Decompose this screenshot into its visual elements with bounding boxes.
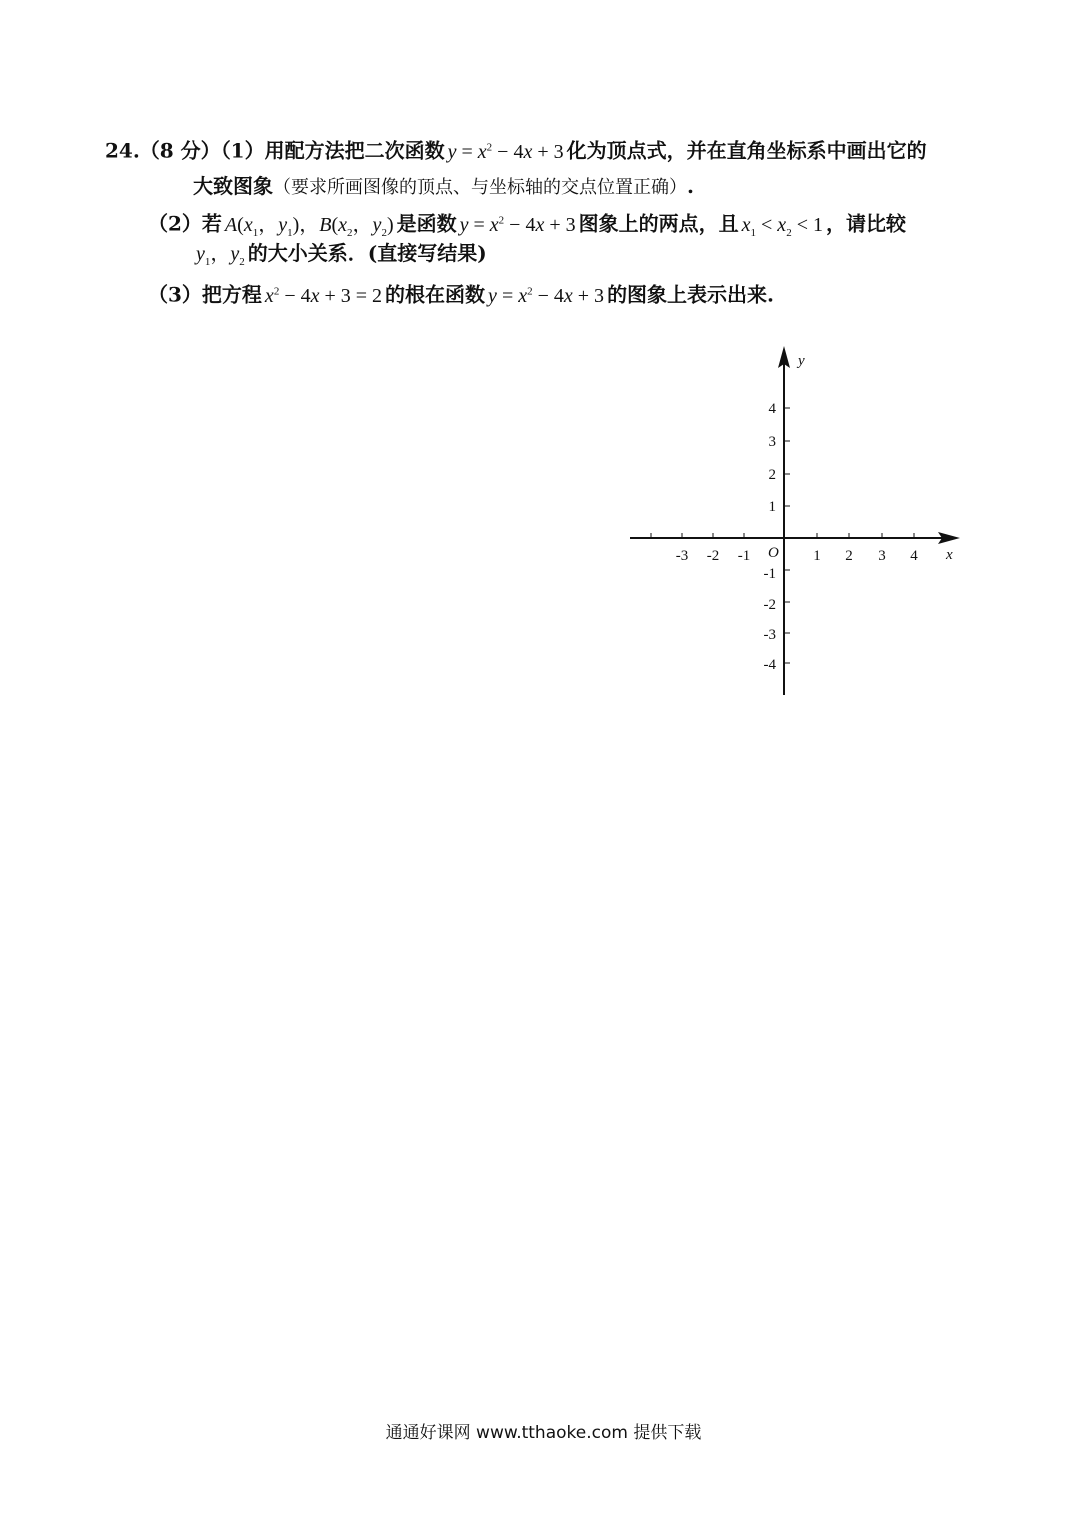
function-formula-3: $y = x^2 - 4x + 3$ (488, 284, 605, 307)
part2-text-e: 的大小关系．(直接写结果) (247, 241, 487, 265)
question-line-5 (148, 276, 774, 311)
y-tick-label: 4 (768, 401, 776, 417)
page-footer: 通通好课网 www.tthaoke.com 提供下载 (385, 1423, 702, 1443)
y-tick-label: -2 (763, 597, 776, 613)
function-formula-2: $y = x^2 - 4x + 3$ (459, 213, 576, 236)
part2-text-a: 若 (201, 211, 222, 236)
part3-text-c: 的图象上表示出来. (607, 282, 775, 307)
origin-label: O (768, 545, 779, 561)
y-tick-label: -3 (763, 627, 776, 643)
y-tick-label: 2 (768, 467, 776, 483)
y-axis-label: y (798, 353, 805, 369)
part1-text-b: 化为顶点式，并在直角坐标系中画出它的 (566, 138, 927, 163)
question-number: 24. (105, 138, 140, 163)
x-tick-label: -3 (675, 548, 689, 564)
question-points: （8 分） (139, 138, 221, 163)
part2-text-b: 是函数 (396, 211, 457, 236)
inequality: $x_1 < x_2 < 1$ (741, 213, 823, 239)
y-tick-label: 3 (768, 434, 776, 450)
question-line-4 (193, 238, 487, 277)
part1-note: （要求所画图像的顶点、与坐标轴的交点位置正确） (273, 177, 687, 198)
x-tick-label: -1 (737, 548, 751, 564)
part2-text-d: ，请比较 (825, 211, 906, 236)
part3-text-a: 把方程 (201, 282, 262, 307)
coordinate-axes (620, 340, 970, 700)
question-line-1 (105, 132, 927, 167)
part1-end: . (687, 174, 694, 198)
part3-text-b: 的根在函数 (385, 282, 486, 307)
part2-text-c: 图象上的两点，且 (578, 211, 739, 236)
y-tick-label: 1 (768, 499, 776, 515)
y-tick-label: -4 (763, 657, 776, 673)
function-formula: $y = x^2 - 4x + 3$ (447, 140, 564, 163)
x-tick-label: 2 (845, 548, 853, 564)
x-tick-label: 4 (910, 548, 918, 564)
part3-label: （3） (148, 282, 202, 307)
part1-label: （1） (220, 138, 265, 163)
points-ab: $A(x_1$，$y_1$)，$B(x_2$，$y_2$) (224, 213, 394, 239)
y-tick-label: -1 (763, 566, 776, 582)
y1-y2: $y_1$，$y_2$ (196, 243, 245, 268)
x-tick-label: -2 (706, 548, 720, 564)
x-tick-label: 3 (878, 548, 886, 564)
part1-text-c: 大致图象 (193, 174, 273, 198)
question-line-2 (193, 171, 694, 203)
part1-text-a: 用配方法把二次函数 (264, 138, 445, 163)
equation: $x^2 - 4x + 3 = 2$ (264, 284, 383, 307)
part2-label: （2） (148, 211, 202, 236)
x-axis-label: x (946, 547, 953, 563)
x-tick-label: 1 (813, 548, 821, 564)
